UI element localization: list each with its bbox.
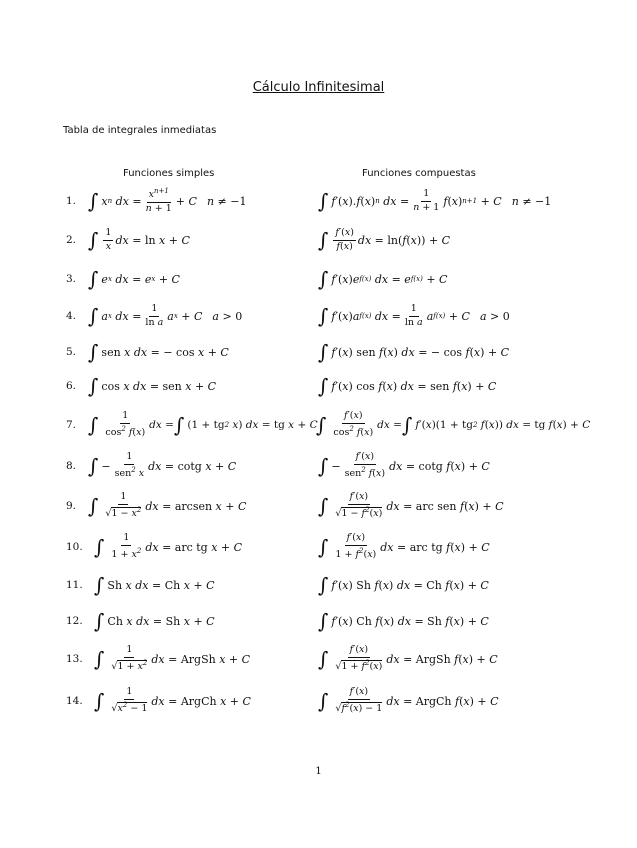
row-number: 3.	[66, 273, 77, 285]
row-number: 12.	[66, 615, 83, 627]
integral-row-1	[0, 186, 637, 216]
integral-row-5	[0, 337, 637, 367]
row-number: 8.	[66, 460, 77, 472]
compound-formula: ∫ $\frac{f'(x)}{\cos^2 f(x)}$ dx = ∫ f′ ( x )(1 + tg 2 f ( x )) dx = tg f ( x ) + C	[316, 410, 591, 439]
integral-row-10	[0, 532, 637, 562]
row-number: 6.	[66, 380, 77, 392]
page-title: Cálculo Infinitesimal	[252, 80, 385, 95]
simple-formula: ∫ $\frac{1}{√1 + x^2}$ dx = ArgSh x + C	[94, 644, 251, 673]
integral-row-3	[0, 264, 637, 294]
simple-formula: ∫ − $\frac{1}{sen^2 x}$ dx = cotg x + C	[88, 451, 237, 480]
row-number: 7.	[66, 419, 77, 431]
integral-row-9	[0, 491, 637, 521]
simple-formula: ∫ $\frac{1}{\cos^2 f(x)}$ dx = ∫ (1 + tg 2 x ) dx = tg x + C	[88, 410, 318, 439]
row-number: 14.	[66, 695, 83, 707]
integral-row-13	[0, 644, 637, 674]
row-number: 4.	[66, 310, 77, 322]
compound-formula: ∫ f′ ( x ) sen f ( x ) dx = − cos f ( x ) + C	[318, 340, 510, 364]
simple-formula: ∫ Sh x dx = Ch x + C	[94, 573, 215, 597]
compound-formula: ∫ f′ ( x ) a f(x) dx = $\frac{1}{\text{ln a}}$ a f(x) + C a > 0	[318, 302, 510, 328]
row-number: 1.	[66, 195, 77, 207]
integral-row-7	[0, 410, 637, 440]
simple-formula: ∫ $\frac{1}{1 + x^2}$ dx = arc tg x + C	[94, 532, 243, 561]
integral-row-11	[0, 570, 637, 600]
row-number: 5.	[66, 346, 77, 358]
simple-formula: ∫ x n dx = $\frac{x^{n+1}}{n + 1}$ + C n ≠ −1	[88, 187, 247, 215]
compound-formula: ∫ $\frac{f'(x)}{f(x)}$ dx = ln( f ( x )) + C	[318, 226, 451, 252]
row-number: 11.	[66, 579, 83, 591]
compound-formula: ∫ $\frac{f'(x)}{1 + f^2(x)}$ dx = arc tg f ( x ) + C	[318, 532, 490, 561]
simple-formula: ∫ Ch x dx = Sh x + C	[94, 609, 215, 633]
page-subtitle: Tabla de integrales inmediatas	[63, 125, 217, 136]
integral-row-12	[0, 606, 637, 636]
simple-formula: ∫ a x dx = $\frac{1}{\text{ln a}}$ a x + C a > 0	[88, 302, 243, 328]
row-number: 2.	[66, 234, 77, 246]
simple-formula: ∫ $\frac{1}{√1 - x^2}$ dx = arcsen x + C	[88, 491, 247, 520]
compound-formula: ∫ f′ ( x ) Sh f ( x ) dx = Ch f ( x ) + C	[318, 573, 489, 597]
simple-formula: ∫ e x dx = e x + C	[88, 267, 180, 291]
compound-formula: ∫ − $\frac{f'(x)}{sen^2 f(x)}$ dx = cotg f ( x ) + C	[318, 451, 490, 480]
simple-formula: ∫ $\frac{1}{√x^2 - 1}$ dx = ArgCh x + C	[94, 686, 251, 715]
integral-row-4	[0, 301, 637, 331]
compound-formula: ∫ f′ ( x ) e f(x) dx = e f(x) + C	[318, 267, 448, 291]
row-number: 13.	[66, 653, 83, 665]
integral-row-8	[0, 451, 637, 481]
compound-formula: ∫ f′ ( x ). f ( x ) n dx = $\frac{1}{n + 1}$ f ( x ) n+1 + C n ≠ −1	[318, 187, 552, 213]
column-header-compound: Funciones compuestas	[362, 168, 476, 179]
compound-formula: ∫ $\frac{f'(x)}{√f^2(x) - 1}$ dx = ArgCh f ( x ) + C	[318, 686, 499, 715]
integral-row-14	[0, 686, 637, 716]
simple-formula: ∫ cos x dx = sen x + C	[88, 374, 217, 398]
compound-formula: ∫ $\frac{f'(x)}{√1 + f^2(x)}$ dx = ArgSh f ( x ) + C	[318, 644, 498, 673]
simple-formula: ∫ sen x dx = − cos x + C	[88, 340, 229, 364]
row-number: 10.	[66, 541, 83, 553]
column-header-simple: Funciones simples	[123, 168, 215, 179]
compound-formula: ∫ $\frac{f'(x)}{√1 - f^2(x)}$ dx = arc sen f ( x ) + C	[318, 491, 504, 520]
integral-row-6	[0, 371, 637, 401]
compound-formula: ∫ f′ ( x ) cos f ( x ) dx = sen f ( x ) + C	[318, 374, 497, 398]
simple-formula: ∫ $\frac{1}{x}$ dx = ln x + C	[88, 226, 190, 252]
integral-row-2	[0, 225, 637, 255]
page-number: 1	[315, 766, 322, 777]
compound-formula: ∫ f′ ( x ) Ch f ( x ) dx = Sh f ( x ) + C	[318, 609, 489, 633]
row-number: 9.	[66, 500, 77, 512]
